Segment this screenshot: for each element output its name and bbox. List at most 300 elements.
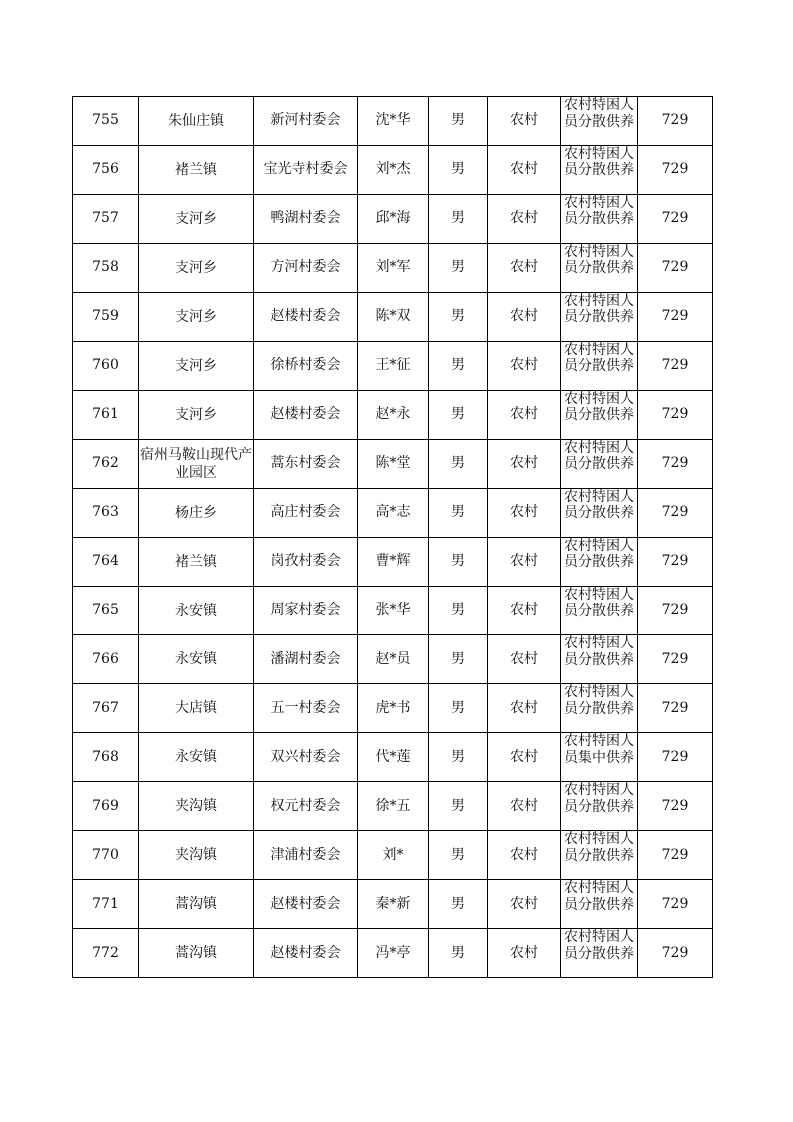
cell-area (488, 390, 561, 439)
table-row (73, 243, 713, 292)
cell-village-text: 高庄村委会 (270, 504, 341, 521)
cell-person-name (358, 194, 429, 243)
cell-amount (638, 194, 713, 243)
cell-town-text: 支河乡 (175, 259, 217, 276)
cell-person-name (358, 292, 429, 341)
cell-area (488, 880, 561, 929)
cell-area-text: 农村 (510, 699, 538, 716)
cell-gender-text: 男 (451, 210, 465, 227)
cell-village-text: 方河村委会 (270, 259, 341, 276)
cell-village (254, 880, 358, 929)
cell-amount-text: 729 (661, 553, 689, 570)
cell-area (488, 831, 561, 880)
cell-person-name-text: 秦*新 (375, 895, 411, 912)
cell-support-type-text: 农村特困人员分散供养 (564, 97, 634, 130)
table-row (73, 782, 713, 831)
roster-table (72, 96, 713, 978)
cell-village-text: 蒿东村委会 (270, 455, 341, 472)
cell-town (139, 635, 254, 684)
cell-town (139, 97, 254, 146)
cell-person-name-text: 刘* (382, 846, 404, 863)
cell-number (73, 390, 139, 439)
cell-village-text: 潘湖村委会 (270, 650, 341, 667)
cell-amount (638, 488, 713, 537)
cell-support-type-text: 农村特困人员集中供养 (564, 733, 634, 766)
cell-village (254, 243, 358, 292)
cell-village (254, 733, 358, 782)
cell-village (254, 292, 358, 341)
cell-person-name (358, 97, 429, 146)
cell-number (73, 782, 139, 831)
cell-person-name-text: 王*征 (375, 357, 411, 374)
cell-support-type (561, 243, 638, 292)
cell-support-type (561, 929, 638, 978)
cell-amount-text: 729 (661, 112, 689, 129)
cell-person-name-text: 冯*亭 (375, 944, 411, 961)
cell-support-type (561, 292, 638, 341)
cell-person-name-text: 刘*军 (375, 259, 411, 276)
cell-gender-text: 男 (451, 846, 465, 863)
cell-town-text: 杨庄乡 (175, 504, 217, 521)
cell-person-name-text: 赵*员 (375, 650, 411, 667)
cell-village (254, 390, 358, 439)
cell-number (73, 243, 139, 292)
cell-support-type-text: 农村特困人员分散供养 (564, 929, 634, 962)
table-row (73, 97, 713, 146)
cell-gender-text: 男 (451, 259, 465, 276)
cell-number-text: 761 (92, 406, 119, 423)
cell-gender (429, 194, 488, 243)
cell-gender (429, 390, 488, 439)
cell-amount-text: 729 (661, 455, 689, 472)
cell-town-text: 支河乡 (175, 210, 217, 227)
cell-town-text: 夹沟镇 (175, 847, 217, 864)
cell-support-type (561, 782, 638, 831)
cell-town-text: 宿州马鞍山现代产业园区 (140, 446, 252, 481)
cell-town-text: 支河乡 (175, 406, 217, 423)
cell-village-text: 权元村委会 (270, 797, 341, 814)
cell-area (488, 292, 561, 341)
cell-number-text: 764 (92, 553, 119, 570)
cell-village-text: 赵楼村委会 (270, 944, 341, 961)
cell-area-text: 农村 (510, 944, 538, 961)
cell-town-text: 支河乡 (175, 308, 217, 325)
cell-support-type-text: 农村特困人员分散供养 (564, 831, 634, 864)
cell-amount-text: 729 (661, 846, 689, 863)
cell-amount-text: 729 (661, 210, 689, 227)
cell-support-type (561, 586, 638, 635)
cell-village-text: 徐桥村委会 (270, 357, 341, 374)
cell-village (254, 537, 358, 586)
cell-town-text: 蒿沟镇 (175, 896, 217, 913)
cell-town (139, 439, 254, 488)
cell-gender (429, 341, 488, 390)
cell-area-text: 农村 (510, 602, 538, 618)
cell-amount-text: 729 (661, 748, 689, 765)
cell-number-text: 769 (92, 797, 119, 814)
table-row (73, 194, 713, 243)
cell-town-text: 永安镇 (175, 651, 217, 668)
cell-gender (429, 684, 488, 733)
cell-amount-text: 729 (661, 357, 689, 374)
cell-person-name (358, 880, 429, 929)
cell-support-type (561, 684, 638, 733)
cell-amount (638, 537, 713, 586)
cell-number (73, 145, 139, 194)
cell-number-text: 756 (92, 161, 119, 178)
cell-village-text: 双兴村委会 (270, 748, 341, 765)
cell-amount-text: 729 (661, 797, 689, 814)
cell-amount-text: 729 (661, 406, 689, 423)
cell-gender (429, 586, 488, 635)
cell-town (139, 243, 254, 292)
cell-number (73, 439, 139, 488)
cell-gender-text: 男 (451, 406, 465, 423)
cell-town-text: 夹沟镇 (175, 798, 217, 815)
table-row (73, 880, 713, 929)
cell-support-type (561, 831, 638, 880)
cell-person-name-text: 曹*辉 (375, 553, 411, 570)
cell-person-name (358, 782, 429, 831)
cell-gender (429, 145, 488, 194)
table-row (73, 292, 713, 341)
cell-village (254, 635, 358, 684)
cell-number (73, 831, 139, 880)
cell-town-text: 褚兰镇 (175, 553, 217, 570)
cell-amount (638, 145, 713, 194)
cell-support-type (561, 635, 638, 684)
cell-person-name (358, 733, 429, 782)
cell-number-text: 770 (92, 846, 119, 863)
cell-person-name (358, 488, 429, 537)
cell-village (254, 831, 358, 880)
cell-number-text: 768 (92, 748, 119, 765)
cell-area-text: 农村 (510, 797, 538, 814)
cell-area-text: 农村 (510, 748, 538, 765)
cell-support-type (561, 341, 638, 390)
cell-area (488, 684, 561, 733)
cell-town-text: 褚兰镇 (175, 161, 217, 178)
cell-area-text: 农村 (510, 895, 538, 912)
cell-support-type (561, 97, 638, 146)
cell-village-text: 赵楼村委会 (270, 406, 341, 423)
cell-village (254, 684, 358, 733)
cell-number (73, 292, 139, 341)
table-row (73, 439, 713, 488)
cell-support-type (561, 488, 638, 537)
cell-area (488, 488, 561, 537)
cell-area-text: 农村 (510, 846, 538, 863)
cell-person-name (358, 635, 429, 684)
cell-gender-text: 男 (451, 357, 465, 374)
table-row (73, 145, 713, 194)
cell-village (254, 194, 358, 243)
cell-gender (429, 537, 488, 586)
cell-town (139, 390, 254, 439)
cell-town (139, 292, 254, 341)
cell-gender (429, 880, 488, 929)
cell-support-type-text: 农村特困人员分散供养 (564, 782, 634, 815)
cell-village (254, 782, 358, 831)
table-row (73, 929, 713, 978)
cell-person-name-text: 陈*堂 (375, 455, 411, 472)
cell-amount (638, 782, 713, 831)
cell-village-text: 津浦村委会 (270, 846, 341, 863)
cell-town (139, 684, 254, 733)
cell-support-type-text: 农村特困人员分散供养 (564, 292, 634, 326)
cell-person-name (358, 439, 429, 488)
cell-person-name (358, 390, 429, 439)
cell-person-name-text: 刘*杰 (375, 161, 411, 178)
cell-number (73, 97, 139, 146)
cell-town-text: 永安镇 (175, 749, 217, 766)
cell-area (488, 635, 561, 684)
cell-village-text: 周家村委会 (270, 602, 341, 618)
cell-area (488, 733, 561, 782)
cell-number (73, 929, 139, 978)
cell-town-text: 永安镇 (175, 602, 217, 619)
table-row (73, 733, 713, 782)
cell-town (139, 341, 254, 390)
cell-number (73, 341, 139, 390)
cell-amount (638, 586, 713, 635)
cell-support-type-text: 农村特困人员分散供养 (564, 243, 634, 277)
cell-support-type-text: 农村特困人员分散供养 (564, 880, 634, 913)
cell-number (73, 586, 139, 635)
cell-gender-text: 男 (451, 650, 465, 667)
cell-area (488, 586, 561, 635)
cell-town (139, 880, 254, 929)
cell-amount (638, 733, 713, 782)
cell-area-text: 农村 (510, 406, 538, 423)
cell-gender-text: 男 (451, 308, 465, 325)
cell-support-type-text: 农村特困人员分散供养 (564, 635, 634, 668)
cell-person-name (358, 929, 429, 978)
cell-area-text: 农村 (510, 357, 538, 374)
cell-support-type-text: 农村特困人员分散供养 (564, 684, 634, 717)
cell-town (139, 831, 254, 880)
cell-person-name-text: 虎*书 (375, 699, 411, 716)
table-row (73, 635, 713, 684)
cell-gender-text: 男 (451, 895, 465, 912)
cell-area-text: 农村 (510, 553, 538, 570)
table-row (73, 537, 713, 586)
cell-number (73, 488, 139, 537)
cell-village (254, 586, 358, 635)
cell-town (139, 733, 254, 782)
cell-person-name-text: 高*志 (375, 504, 411, 521)
cell-gender-text: 男 (451, 455, 465, 472)
cell-person-name-text: 邱*海 (375, 210, 411, 227)
cell-number-text: 755 (92, 112, 119, 129)
cell-number-text: 771 (92, 895, 119, 912)
cell-number (73, 684, 139, 733)
cell-number-text: 757 (92, 210, 119, 227)
cell-amount (638, 292, 713, 341)
cell-amount (638, 243, 713, 292)
cell-number (73, 635, 139, 684)
cell-area-text: 农村 (510, 308, 538, 325)
cell-area (488, 341, 561, 390)
cell-gender-text: 男 (451, 944, 465, 961)
cell-town-text: 朱仙庄镇 (168, 112, 224, 129)
cell-number-text: 772 (92, 944, 119, 961)
cell-person-name-text: 徐*五 (375, 797, 411, 814)
cell-number-text: 758 (92, 259, 119, 276)
cell-town (139, 782, 254, 831)
cell-town (139, 194, 254, 243)
cell-town-text: 蒿沟镇 (175, 945, 217, 962)
cell-village (254, 439, 358, 488)
cell-number-text: 760 (92, 357, 119, 374)
cell-number-text: 767 (92, 699, 119, 716)
cell-town (139, 586, 254, 635)
cell-amount (638, 390, 713, 439)
cell-number (73, 733, 139, 782)
cell-village (254, 341, 358, 390)
cell-area (488, 194, 561, 243)
cell-person-name-text: 沈*华 (375, 112, 411, 129)
cell-village (254, 145, 358, 194)
cell-amount-text: 729 (661, 161, 689, 178)
roster-body (73, 97, 713, 978)
cell-amount-text: 729 (661, 504, 689, 521)
cell-area (488, 145, 561, 194)
cell-amount (638, 831, 713, 880)
cell-support-type-text: 农村特困人员分散供养 (564, 537, 634, 571)
table-row (73, 488, 713, 537)
cell-amount (638, 635, 713, 684)
cell-person-name (358, 341, 429, 390)
cell-support-type-text: 农村特困人员分散供养 (564, 194, 634, 228)
cell-village (254, 97, 358, 146)
cell-amount (638, 341, 713, 390)
cell-support-type-text: 农村特困人员分散供养 (564, 488, 634, 522)
cell-number-text: 759 (92, 308, 119, 325)
cell-number (73, 537, 139, 586)
cell-town (139, 145, 254, 194)
cell-village-text: 新河村委会 (270, 112, 341, 129)
cell-person-name-text: 陈*双 (375, 308, 411, 325)
cell-support-type-text: 农村特困人员分散供养 (564, 439, 634, 473)
cell-support-type-text: 农村特困人员分散供养 (564, 145, 634, 179)
cell-village-text: 岗孜村委会 (270, 553, 341, 570)
cell-amount-text: 729 (661, 650, 689, 667)
cell-person-name (358, 586, 429, 635)
cell-amount (638, 439, 713, 488)
cell-gender (429, 831, 488, 880)
cell-person-name (358, 684, 429, 733)
cell-gender (429, 439, 488, 488)
cell-number-text: 766 (92, 650, 119, 667)
cell-number-text: 763 (92, 504, 119, 521)
cell-gender-text: 男 (451, 161, 465, 178)
cell-amount-text: 729 (661, 699, 689, 716)
cell-town (139, 929, 254, 978)
cell-number-text: 762 (92, 455, 119, 472)
table-row (73, 684, 713, 733)
cell-amount-text: 729 (661, 308, 689, 325)
cell-area-text: 农村 (510, 504, 538, 521)
cell-person-name-text: 赵*永 (375, 406, 411, 423)
cell-amount (638, 97, 713, 146)
cell-gender (429, 635, 488, 684)
cell-amount-text: 729 (661, 259, 689, 276)
cell-amount (638, 880, 713, 929)
cell-gender (429, 292, 488, 341)
cell-support-type (561, 194, 638, 243)
cell-gender (429, 97, 488, 146)
cell-area (488, 782, 561, 831)
table-row (73, 390, 713, 439)
cell-support-type (561, 537, 638, 586)
cell-amount-text: 729 (661, 944, 689, 961)
cell-support-type-text: 农村特困人员分散供养 (564, 586, 634, 620)
cell-area-text: 农村 (510, 259, 538, 276)
cell-town (139, 537, 254, 586)
cell-village (254, 929, 358, 978)
table-row (73, 586, 713, 635)
cell-town-text: 大店镇 (175, 700, 217, 717)
cell-support-type-text: 农村特困人员分散供养 (564, 341, 634, 375)
cell-area-text: 农村 (510, 161, 538, 178)
cell-area (488, 243, 561, 292)
cell-area (488, 439, 561, 488)
table-row (73, 831, 713, 880)
cell-support-type-text: 农村特困人员分散供养 (564, 390, 634, 424)
cell-person-name-text: 代*莲 (375, 748, 411, 765)
cell-support-type (561, 733, 638, 782)
cell-area-text: 农村 (510, 455, 538, 472)
cell-gender-text: 男 (451, 699, 465, 716)
cell-amount (638, 929, 713, 978)
cell-area (488, 97, 561, 146)
table-row (73, 341, 713, 390)
cell-gender-text: 男 (451, 504, 465, 521)
cell-village-text: 五一村委会 (270, 699, 341, 716)
cell-support-type (561, 439, 638, 488)
cell-town (139, 488, 254, 537)
cell-town-text: 支河乡 (175, 357, 217, 374)
cell-person-name (358, 145, 429, 194)
cell-area (488, 537, 561, 586)
cell-area-text: 农村 (510, 210, 538, 227)
cell-person-name (358, 243, 429, 292)
cell-number (73, 194, 139, 243)
cell-support-type (561, 880, 638, 929)
cell-village-text: 赵楼村委会 (270, 895, 341, 912)
cell-area (488, 929, 561, 978)
cell-village-text: 赵楼村委会 (270, 308, 341, 325)
cell-gender (429, 733, 488, 782)
cell-person-name (358, 537, 429, 586)
cell-person-name-text: 张*华 (375, 602, 411, 618)
cell-village-text: 宝光寺村委会 (263, 161, 348, 178)
cell-gender-text: 男 (451, 748, 465, 765)
cell-gender-text: 男 (451, 797, 465, 814)
cell-gender-text: 男 (451, 602, 465, 618)
cell-gender (429, 782, 488, 831)
cell-gender-text: 男 (451, 553, 465, 570)
cell-gender (429, 488, 488, 537)
cell-number (73, 880, 139, 929)
cell-amount-text: 729 (661, 602, 689, 618)
cell-amount-text: 729 (661, 895, 689, 912)
cell-area-text: 农村 (510, 650, 538, 667)
cell-area-text: 农村 (510, 112, 538, 129)
cell-gender (429, 929, 488, 978)
cell-amount (638, 684, 713, 733)
